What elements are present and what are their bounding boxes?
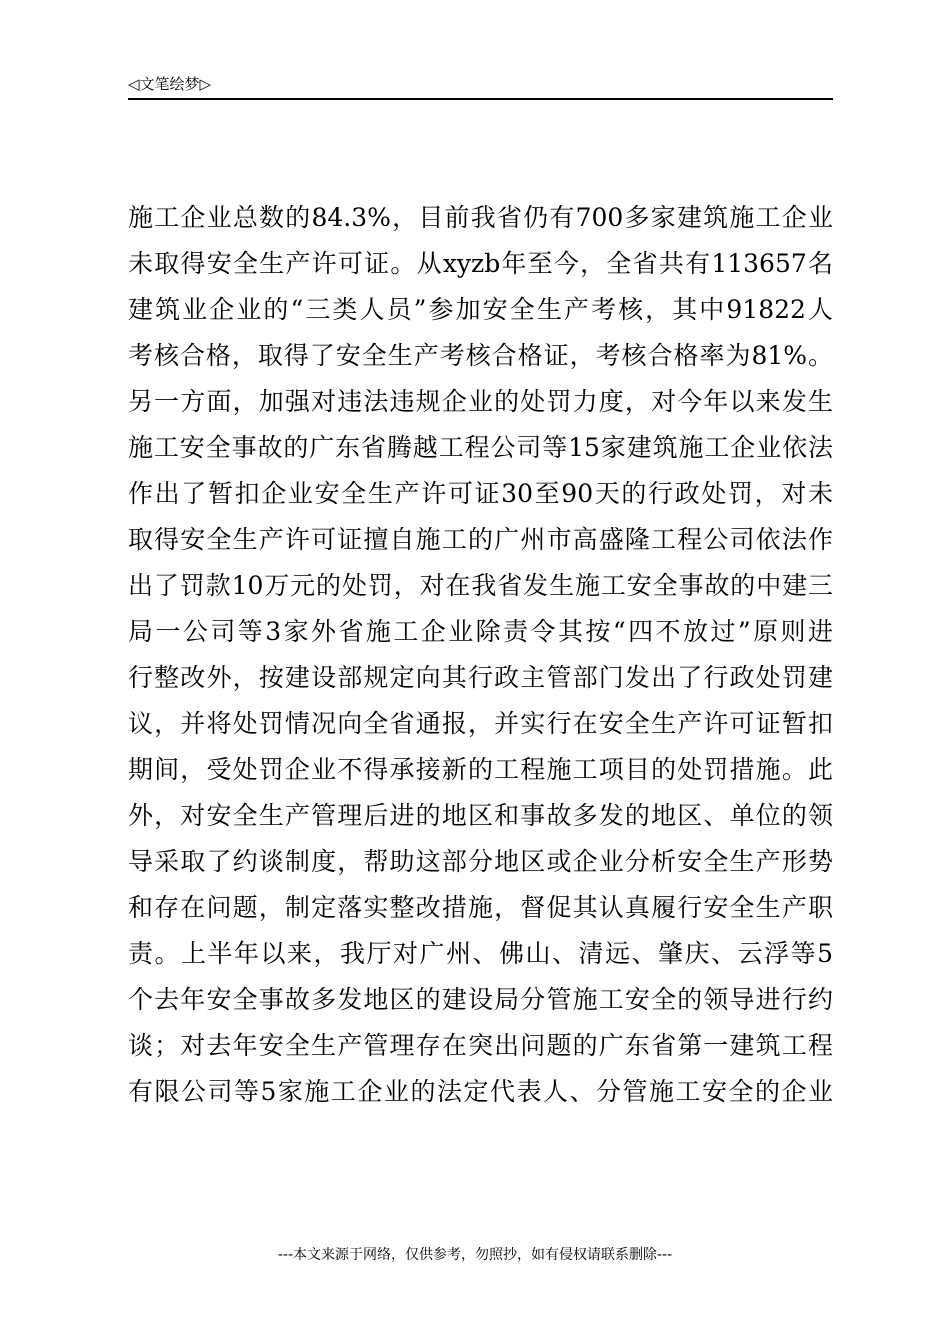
- body-line: 议，并将处罚情况向全省通报，并实行在安全生产许可证暂扣: [128, 709, 833, 738]
- body-line: 考核合格，取得了安全生产考核合格证，考核合格率为81%。: [128, 341, 833, 370]
- body-line: 和存在问题，制定落实整改措施，督促其认真履行安全生产职: [128, 893, 833, 922]
- body-line: 期间，受处罚企业不得承接新的工程施工项目的处罚措施。此: [128, 755, 833, 784]
- header-title: ◁文笔绘梦▷: [128, 75, 212, 93]
- page-footer: [0, 1246, 950, 1264]
- document-body: [128, 195, 833, 1115]
- body-line: 导采取了约谈制度，帮助这部分地区或企业分析安全生产形势: [128, 847, 833, 876]
- body-line: 施工安全事故的广东省腾越工程公司等15家建筑施工企业依法: [128, 433, 833, 462]
- body-line: 有限公司等5家施工企业的法定代表人、分管施工安全的企业: [128, 1077, 833, 1106]
- body-line: 责。上半年以来，我厅对广州、佛山、清远、肇庆、云浮等5: [128, 939, 833, 968]
- body-line: 个去年安全事故多发地区的建设局分管施工安全的领导进行约: [128, 985, 833, 1014]
- body-line: 未取得安全生产许可证。从xyzb年至今，全省共有113657名: [128, 249, 833, 278]
- body-line: 行整改外，按建设部规定向其行政主管部门发出了行政处罚建: [128, 663, 833, 692]
- body-line: 出了罚款10万元的处罚，对在我省发生施工安全事故的中建三: [128, 571, 833, 600]
- body-line: 建筑业企业的“三类人员”参加安全生产考核，其中91822人: [128, 295, 833, 324]
- body-line: 施工企业总数的84.3%，目前我省仍有700多家建筑施工企业: [128, 203, 833, 232]
- body-line: 作出了暂扣企业安全生产许可证30至90天的行政处罚，对未: [128, 479, 833, 508]
- page-header: [128, 72, 833, 100]
- body-line: 取得安全生产许可证擅自施工的广州市高盛隆工程公司依法作: [128, 525, 833, 554]
- body-line: 另一方面，加强对违法违规企业的处罚力度，对今年以来发生: [128, 387, 833, 416]
- body-line: 外，对安全生产管理后进的地区和事故多发的地区、单位的领: [128, 801, 833, 830]
- footer-disclaimer: ---本文来源于网络，仅供参考，勿照抄，如有侵权请联系删除---: [277, 1247, 673, 1263]
- body-line: 局一公司等3家外省施工企业除责令其按“四不放过”原则进: [128, 617, 833, 646]
- body-line: 谈；对去年安全生产管理存在突出问题的广东省第一建筑工程: [128, 1031, 833, 1060]
